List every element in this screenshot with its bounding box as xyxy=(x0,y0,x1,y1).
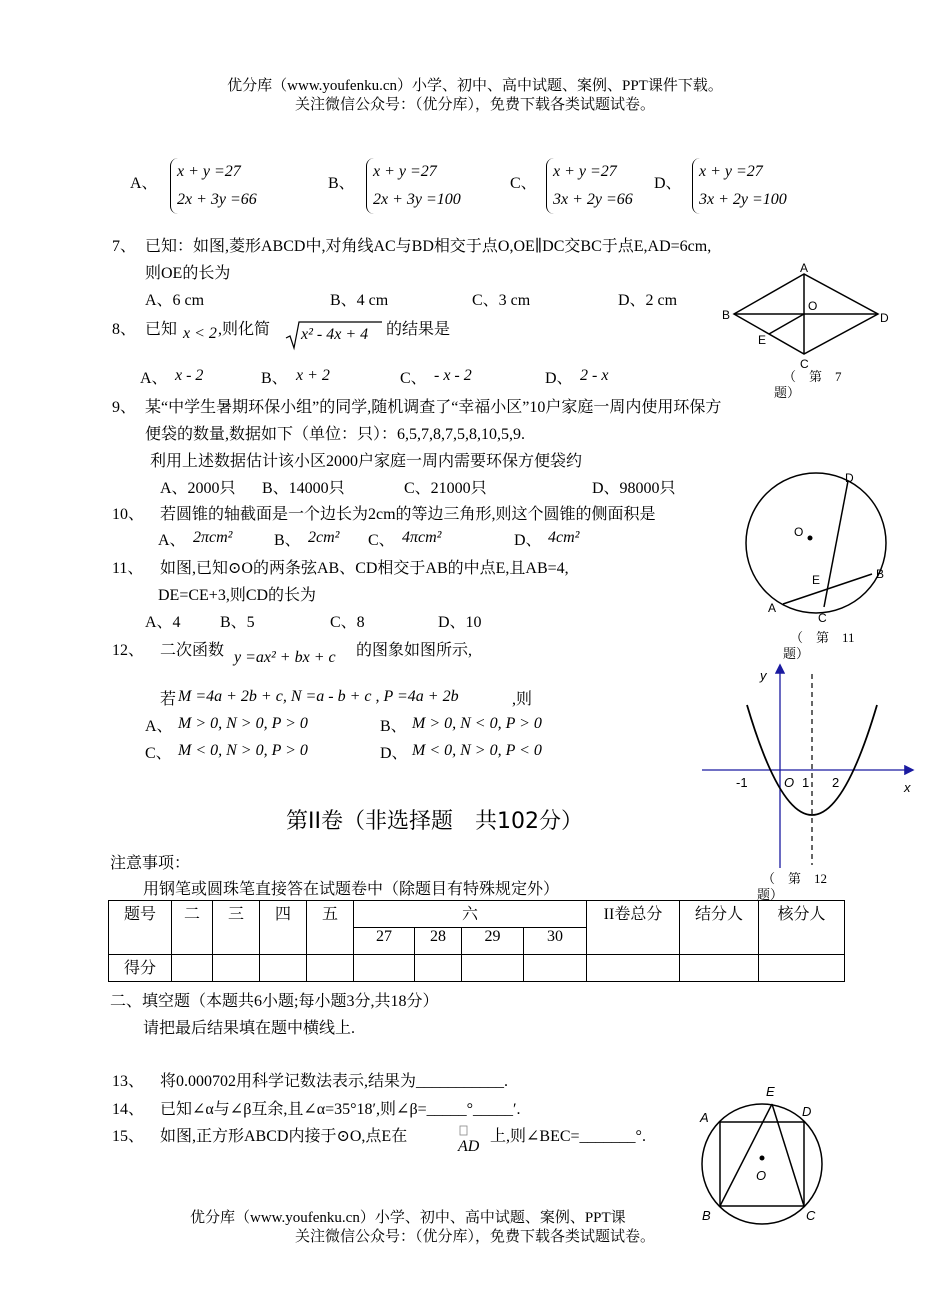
q7-line-1: 已知：如图,菱形ABCD中,对角线AC与BD相交于点O,OE∥DC交BC于点E,AD=6cm, xyxy=(145,238,712,255)
chord-ab xyxy=(783,574,872,604)
q8-text-3: 的结果是 xyxy=(386,321,451,338)
q7-caption-1: （ 第 7 xyxy=(783,369,842,384)
q9-option-b: B、14000只 xyxy=(262,480,345,497)
q8-option-d-value: 2 - x xyxy=(580,367,609,384)
q7-caption-2: 题） xyxy=(774,385,801,400)
q8-number: 8、 xyxy=(112,321,137,338)
q8-radicand: x² - 4x + 4 xyxy=(301,326,369,343)
q6-b-eq1: x + y =27 xyxy=(373,163,437,180)
th-28: 28 xyxy=(415,928,462,955)
q12-parabola-figure xyxy=(700,660,920,870)
q10-number: 10、 xyxy=(112,506,145,523)
score-cell[interactable] xyxy=(307,955,354,982)
tick-1: 1 xyxy=(802,775,810,790)
q7-number: 7、 xyxy=(112,238,137,255)
q12-option-c-label: C、 xyxy=(145,745,172,762)
label-a: A xyxy=(768,601,777,615)
score-table xyxy=(108,900,845,982)
q8-option-c-value: - x - 2 xyxy=(434,367,472,384)
section2-instruction: 请把最后结果填在题中横线上. xyxy=(143,1020,356,1037)
q9-option-d: D、98000只 xyxy=(592,480,676,497)
label-o: O xyxy=(756,1168,767,1183)
label-e: E xyxy=(812,573,821,587)
q6-d-eq1: x + y =27 xyxy=(699,163,763,180)
q10-option-d-label: D、 xyxy=(514,532,542,549)
q8-option-c-label: C、 xyxy=(400,370,427,387)
q12-option-c-value: M < 0, N > 0, P > 0 xyxy=(178,742,308,759)
q12-text-2: 的图象如图所示, xyxy=(356,642,473,659)
circle-o xyxy=(746,473,886,613)
q15-arc-label: AD xyxy=(458,1138,480,1155)
label-b: B xyxy=(702,1208,711,1223)
q6-option-b-system xyxy=(366,158,461,214)
score-cell[interactable] xyxy=(260,955,307,982)
q6-option-d-system xyxy=(692,158,787,214)
q12-condition: M =4a + 2b + c, N =a - b + c , P =4a + 2b xyxy=(178,688,459,705)
q11-line-1: 如图,已知⊙O的两条弦AB、CD相交于AB的中点E,且AB=4, xyxy=(160,560,569,577)
q6-c-eq2: 3x + 2y =66 xyxy=(553,191,633,208)
q11-caption-1: （ 第 11 xyxy=(790,630,855,645)
label-d: D xyxy=(845,471,854,485)
q11-line-2: DE=CE+3,则CD的长为 xyxy=(158,587,317,604)
q10-option-b-label: B、 xyxy=(274,532,301,549)
label-y: y xyxy=(760,668,767,683)
th-29: 29 xyxy=(462,928,524,955)
q10-option-d-value: 4cm² xyxy=(548,529,580,546)
q11-option-d: D、10 xyxy=(438,614,482,631)
q7-option-d: D、2 cm xyxy=(618,292,678,309)
q9-line-2: 便袋的数量,数据如下（单位：只）：6,5,7,8,7,5,8,10,5,9. xyxy=(145,426,526,443)
score-cell[interactable] xyxy=(759,955,845,982)
q9-line-3: 利用上述数据估计该小区2000户家庭一周内需要环保方便袋约 xyxy=(150,453,583,470)
q6-option-c-label: C、 xyxy=(510,175,537,192)
q11-number: 11、 xyxy=(112,560,144,577)
label-a: A xyxy=(700,1110,709,1125)
th-part2-total: II卷总分 xyxy=(587,901,680,955)
q12-option-b-label: B、 xyxy=(380,718,407,735)
q8-option-b-value: x + 2 xyxy=(296,367,330,384)
tick-2: 2 xyxy=(832,775,840,790)
q12-option-d-value: M < 0, N > 0, P < 0 xyxy=(412,742,542,759)
part2-title: 第II卷（非选择题 共102分） xyxy=(286,809,583,834)
q7-option-c: C、3 cm xyxy=(472,292,531,309)
q10-option-c-value: 4πcm² xyxy=(402,529,442,546)
q10-option-c-label: C、 xyxy=(368,532,395,549)
q6-a-eq2: 2x + 3y =66 xyxy=(177,191,257,208)
q12-caption-1: （ 第 12 xyxy=(762,871,828,886)
label-o: O xyxy=(794,525,804,539)
q13-text: 将0.000702用科学记数法表示,结果为___________. xyxy=(160,1073,509,1090)
footer-line-1: 优分库（www.youfenku.cn）小学、初中、高中试题、案例、PPT课 xyxy=(190,1210,626,1226)
center-dot xyxy=(760,1156,765,1161)
q12-option-b-value: M > 0, N < 0, P > 0 xyxy=(412,715,542,732)
label-c: C xyxy=(818,611,827,625)
tick-neg1: -1 xyxy=(736,775,748,790)
q9-option-c: C、21000只 xyxy=(404,480,487,497)
q8-text-1: 已知 xyxy=(145,321,178,338)
q6-a-eq1: x + y =27 xyxy=(177,163,241,180)
q8-option-a-label: A、 xyxy=(140,370,168,387)
th-scorer: 结分人 xyxy=(680,901,759,955)
q15-square-circle-figure xyxy=(696,1078,826,1228)
q14-number: 14、 xyxy=(112,1101,145,1118)
th-question-number: 题号 xyxy=(109,901,172,955)
score-cell[interactable] xyxy=(354,955,415,982)
q8-option-a-value: x - 2 xyxy=(175,367,204,384)
label-b: B xyxy=(722,308,731,322)
label-c: C xyxy=(806,1208,816,1223)
q12-option-d-label: D、 xyxy=(380,745,408,762)
q12-text-1: 二次函数 xyxy=(160,642,225,659)
q6-option-d-label: D、 xyxy=(654,175,682,192)
q7-option-b: B、4 cm xyxy=(330,292,389,309)
q6-option-a-system xyxy=(170,158,257,214)
th-2: 二 xyxy=(172,901,213,955)
q15-text-1: 如图,正方形ABCD内接于⊙O,点E在 xyxy=(160,1128,408,1145)
header-line-2: 关注微信公众号：（优分库），免费下载各类试题试卷。 xyxy=(294,97,655,113)
q9-option-a: A、2000只 xyxy=(160,480,236,497)
header-line-1: 优分库（www.youfenku.cn）小学、初中、高中试题、案例、PPT课件下载。 xyxy=(227,78,723,94)
q15-text-2: 上,则∠BEC=_______°. xyxy=(490,1128,646,1145)
label-x: x xyxy=(904,780,911,795)
score-cell[interactable] xyxy=(462,955,524,982)
q8-text-2: ,则化简 xyxy=(218,321,271,338)
notice-title: 注意事项： xyxy=(110,855,191,872)
arc-symbol xyxy=(458,1124,488,1136)
label-e: E xyxy=(766,1084,775,1099)
score-cell[interactable] xyxy=(587,955,680,982)
q8-condition: x < 2 xyxy=(183,325,217,342)
q12-number: 12、 xyxy=(112,642,145,659)
section2-title: 二、填空题（本题共6小题;每小题3分,共18分） xyxy=(110,993,439,1010)
q10-option-a-label: A、 xyxy=(158,532,186,549)
tick-origin: O xyxy=(784,775,795,790)
q8-radical xyxy=(284,316,384,352)
score-cell[interactable] xyxy=(415,955,462,982)
score-cell[interactable] xyxy=(213,955,260,982)
q8-option-d-label: D、 xyxy=(545,370,573,387)
q9-line-1: 某“中学生暑期环保小组”的同学,随机调查了“幸福小区”10户家庭一周内使用环保方 xyxy=(145,399,722,416)
row-score-label: 得分 xyxy=(109,955,172,982)
th-4: 四 xyxy=(260,901,307,955)
q15-arc-ad xyxy=(458,1124,488,1158)
q11-option-c: C、8 xyxy=(330,614,365,631)
q11-option-a: A、4 xyxy=(145,614,181,631)
th-checker: 核分人 xyxy=(759,901,845,955)
q14-text: 已知∠α与∠β互余,且∠α=35°18′,则∠β=_____°_____′. xyxy=(160,1101,521,1118)
th-5: 五 xyxy=(307,901,354,955)
center-dot xyxy=(808,536,813,541)
label-o: O xyxy=(808,299,818,313)
label-a: A xyxy=(800,262,809,275)
q13-number: 13、 xyxy=(112,1073,145,1090)
q11-caption-2: 题） xyxy=(783,646,810,661)
q11-circle-figure xyxy=(738,466,898,626)
segment-eb xyxy=(720,1104,772,1206)
q12-condition-suffix: ,则 xyxy=(512,691,533,708)
q10-text: 若圆锥的轴截面是一个边长为2cm的等边三角形,则这个圆锥的侧面积是 xyxy=(160,506,656,523)
q15-number: 15、 xyxy=(112,1128,145,1145)
q10-option-a-value: 2πcm² xyxy=(193,529,233,546)
segment-oe xyxy=(769,314,804,334)
q12-condition-prefix: 若 xyxy=(160,691,177,708)
q11-option-b: B、5 xyxy=(220,614,255,631)
q7-option-a: A、6 cm xyxy=(145,292,205,309)
q6-c-eq1: x + y =27 xyxy=(553,163,617,180)
score-cell[interactable] xyxy=(680,955,759,982)
q12-caption-2: 题） xyxy=(757,887,784,902)
label-d: D xyxy=(880,311,889,325)
label-b: B xyxy=(876,567,885,581)
q6-b-eq2: 2x + 3y =100 xyxy=(373,191,461,208)
notice-text: 用钢笔或圆珠笔直接答在试题卷中（除题目有特殊规定外） xyxy=(143,881,560,898)
th-30: 30 xyxy=(524,928,587,955)
q9-number: 9、 xyxy=(112,399,137,416)
q10-option-b-value: 2cm² xyxy=(308,529,340,546)
label-e: E xyxy=(758,333,767,347)
q7-line-2: 则OE的长为 xyxy=(145,265,231,282)
q7-rhombus-figure xyxy=(718,262,898,372)
score-cell[interactable] xyxy=(172,955,213,982)
q6-option-a-label: A、 xyxy=(130,175,158,192)
label-c: C xyxy=(800,357,809,371)
q6-option-c-system xyxy=(546,158,633,214)
q12-option-a-value: M > 0, N > 0, P > 0 xyxy=(178,715,308,732)
q6-d-eq2: 3x + 2y =100 xyxy=(699,191,787,208)
th-27: 27 xyxy=(354,928,415,955)
chord-cd xyxy=(824,481,848,607)
th-6: 六 xyxy=(354,901,587,928)
label-d: D xyxy=(802,1104,812,1119)
score-cell[interactable] xyxy=(524,955,587,982)
q12-option-a-label: A、 xyxy=(145,718,173,735)
th-3: 三 xyxy=(213,901,260,955)
q8-option-b-label: B、 xyxy=(261,370,288,387)
q12-function: y =ax² + bx + c xyxy=(234,649,336,666)
footer-line-2: 关注微信公众号：（优分库），免费下载各类试题试卷。 xyxy=(294,1229,655,1245)
segment-ec xyxy=(772,1104,804,1206)
q6-option-b-label: B、 xyxy=(328,175,355,192)
